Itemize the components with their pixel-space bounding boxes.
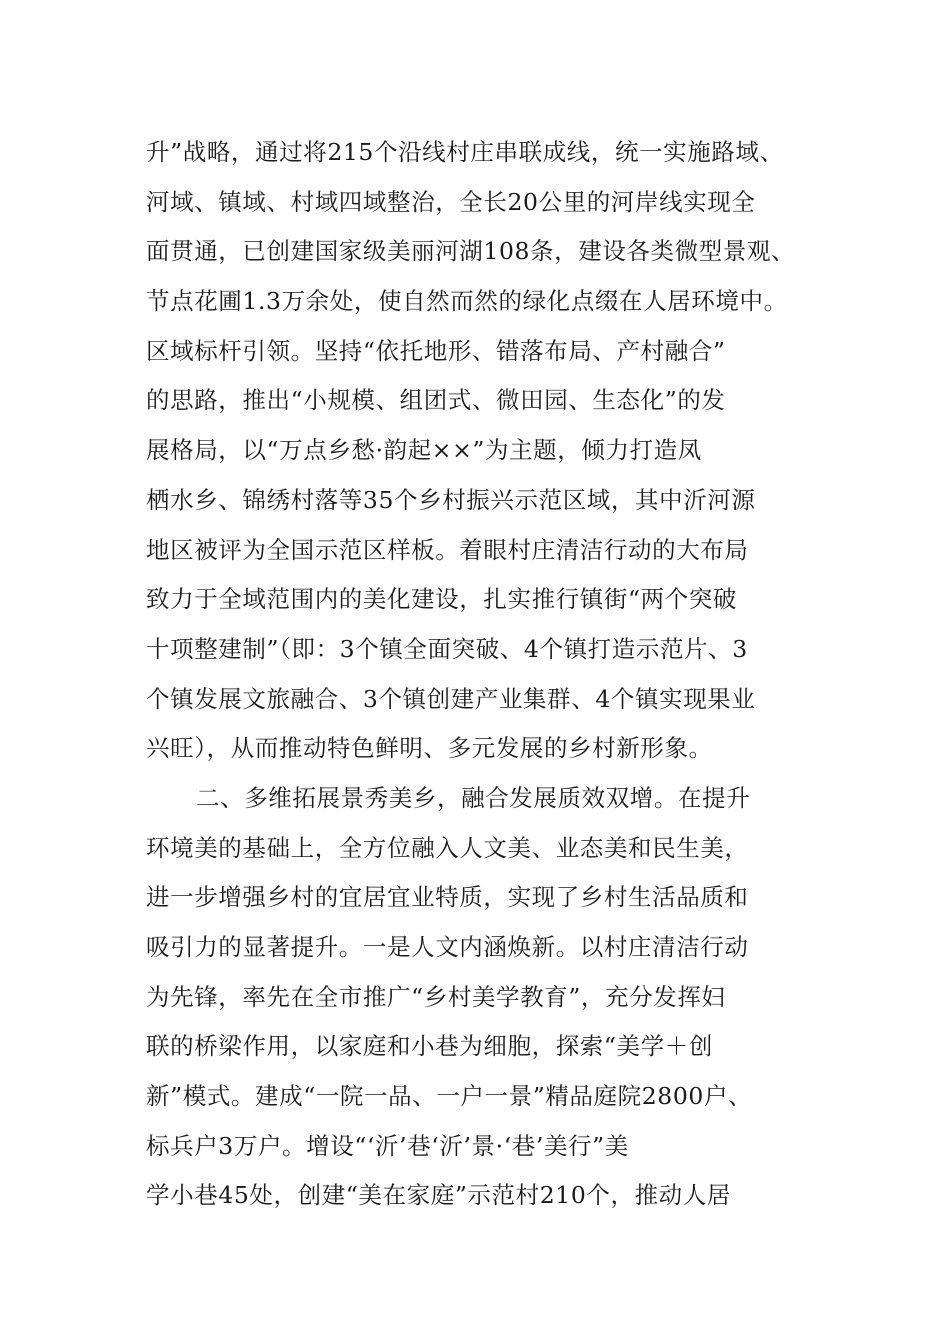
text-line-6: 的思路，推出“小规模、组团式、微田园、生态化”的发 [146, 386, 726, 415]
paragraph-start-line: 二、多维拓展景秀美乡，融合发展质效双增。在提升 [196, 783, 751, 812]
text-line-9: 地区被评为全国示范区样板。着眼村庄清洁行动的大布局 [146, 535, 749, 564]
text-line-1: 升”战略，通过将215个沿线村庄串联成线，统一实施路域、 [146, 138, 784, 166]
text-line-3: 面贯通，已创建国家级美丽河湖108条，建设各类微型景观、 [146, 237, 796, 266]
text-line-2: 河域、镇域、村域四域整治，全长20公里的河岸线实现全 [146, 187, 756, 216]
text-line-18: 为先锋，率先在全市推广“乡村美学教育”，充分发挥妇 [146, 982, 726, 1011]
text-line-13: 兴旺），从而推动特色鲜明、多元发展的乡村新形象。 [146, 734, 713, 763]
text-line-7: 展格局，以“万点乡愁·韵起××”为主题，倾力打造凤 [146, 436, 702, 465]
text-line-16: 进一步增强乡村的宜居宜业特质，实现了乡村生活品质和 [146, 883, 749, 912]
text-line-15: 环境美的基础上，全方位融入人文美、业态美和民生美， [146, 833, 749, 862]
text-line-5: 区域标杆引领。坚持“依托地形、错落布局、产村融合” [146, 336, 726, 365]
text-line-8: 栖水乡、锦绣村落等35个乡村振兴示范区域，其中沂河源 [146, 485, 756, 514]
text-line-19: 联的桥梁作用，以家庭和小巷为细胞，探索“美学＋创 [146, 1032, 713, 1061]
text-line-20: 新”模式。建成“一院一品、一户一景”精品庭院2800户、 [146, 1082, 753, 1111]
text-line-11: 十项整建制”（即：3个镇全面突破、4个镇打造示范片、3 [146, 634, 748, 663]
text-line-4: 节点花圃1.3万余处，使自然而然的绿化点缀在人居环境中。 [146, 287, 788, 316]
text-line-22: 学小巷45处，创建“美在家庭”示范村210个，推动人居 [146, 1181, 731, 1210]
text-line-21: 标兵户3万户。增设“‘沂’巷‘沂’景·‘巷’美行”美 [146, 1131, 629, 1160]
text-line-17: 吸引力的显著提升。一是人文内涵焕新。以村庄清洁行动 [146, 933, 749, 961]
text-line-12: 个镇发展文旅融合、3个镇创建产业集群、4个镇实现果业 [146, 684, 756, 713]
document-body [146, 128, 826, 1221]
text-line-10: 致力于全域范围内的美化建设，扎实推行镇街“两个突破 [146, 585, 738, 614]
